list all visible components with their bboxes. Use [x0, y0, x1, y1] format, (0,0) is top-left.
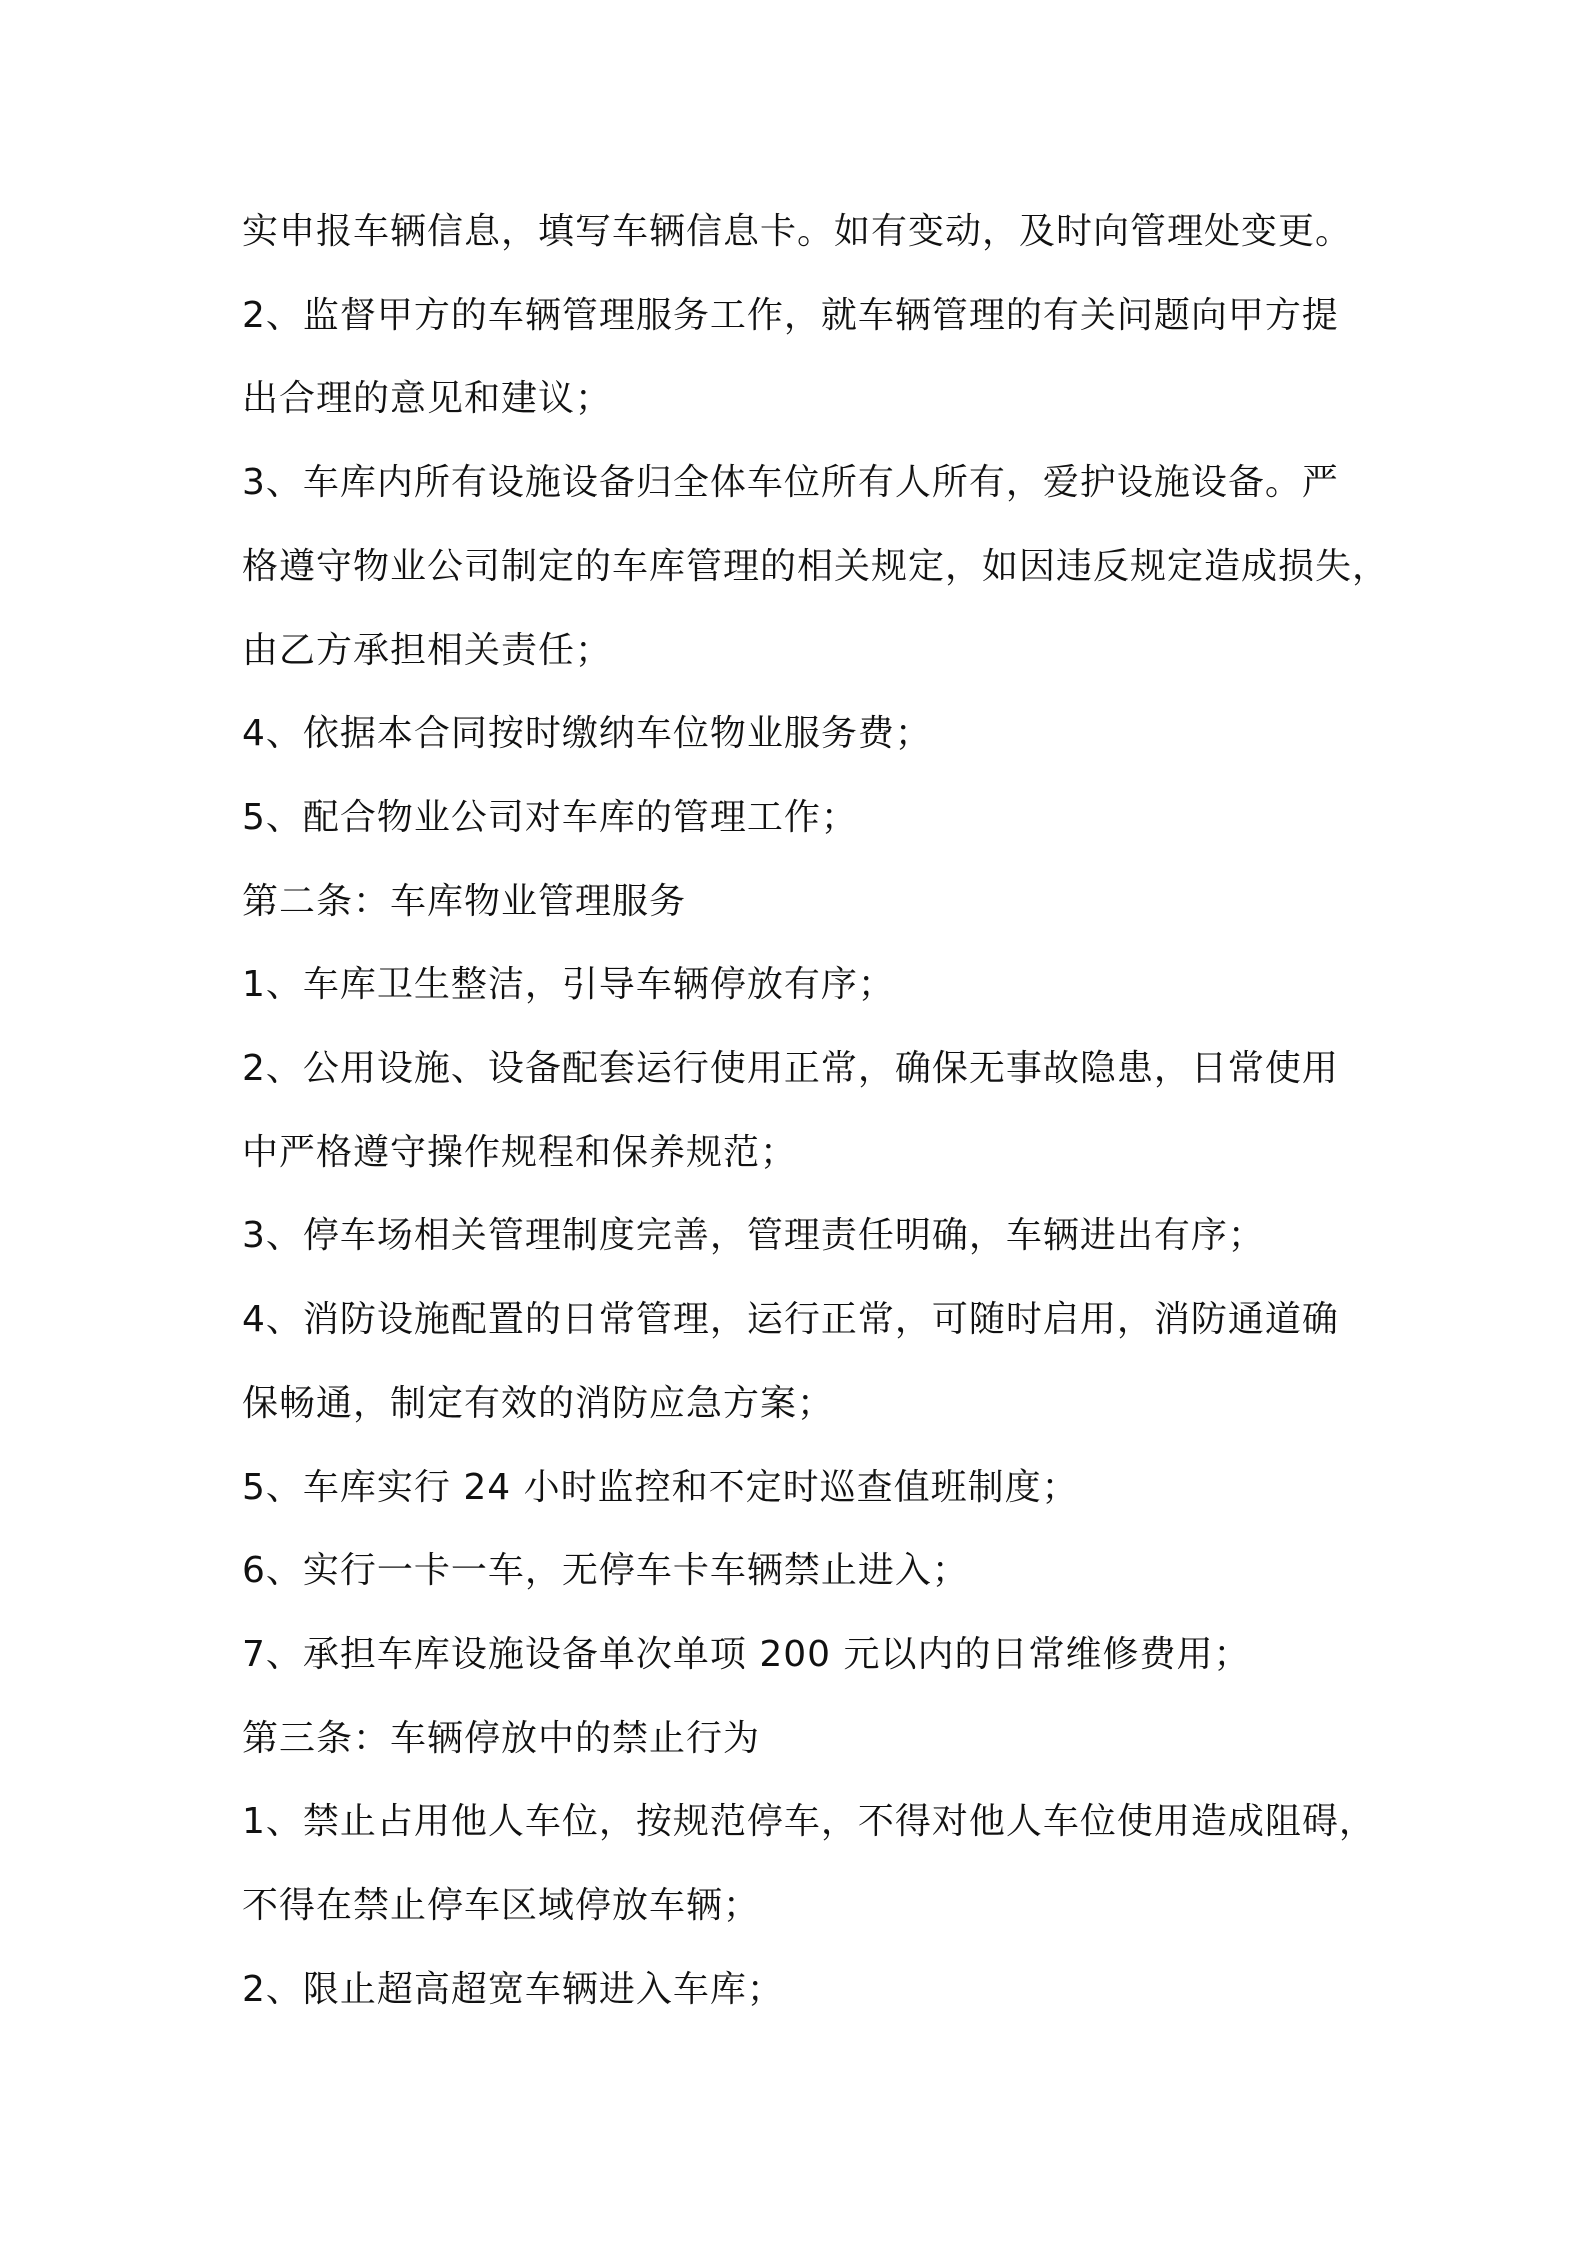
text-line: 格遵守物业公司制定的车库管理的相关规定，如因违反规定造成损失，	[242, 545, 1390, 587]
text-line: 2、监督甲方的车辆管理服务工作，就车辆管理的有关问题向甲方提	[242, 294, 1339, 336]
text-line: 不得在禁止停车区域停放车辆；	[242, 1885, 761, 1927]
text-line: 3、停车场相关管理制度完善，管理责任明确，车辆进出有序；	[242, 1215, 1265, 1257]
text-line: 3、车库内所有设施设备归全体车位所有人所有，爱护设施设备。严	[242, 462, 1339, 504]
text-line: 7、承担车库设施设备单次单项 200 元以内的日常维修费用；	[242, 1633, 1251, 1675]
text-line: 保畅通，制定有效的消防应急方案；	[242, 1382, 835, 1424]
text-line: 出合理的意见和建议；	[242, 378, 613, 420]
text-line: 由乙方承担相关责任；	[242, 629, 613, 671]
text-line: 实申报车辆信息，填写车辆信息卡。如有变动，及时向管理处变更。	[242, 211, 1353, 252]
text-line: 4、依据本合同按时缴纳车位物业服务费；	[242, 713, 932, 755]
text-line: 5、车库实行 24 小时监控和不定时巡查值班制度；	[242, 1466, 1079, 1508]
text-line: 2、限止超高超宽车辆进入车库；	[242, 1968, 784, 2010]
text-line: 1、车库卫生整洁，引导车辆停放有序；	[242, 964, 895, 1006]
text-line: 4、消防设施配置的日常管理，运行正常，可随时启用，消防通道确	[242, 1299, 1339, 1341]
text-line: 5、配合物业公司对车库的管理工作；	[242, 796, 858, 838]
text-line: 中严格遵守操作规程和保养规范；	[242, 1131, 798, 1173]
section-heading: 第二条：车库物业管理服务	[242, 880, 687, 922]
text-line: 2、公用设施、设备配套运行使用正常，确保无事故隐患，日常使用	[242, 1048, 1339, 1090]
text-line: 1、禁止占用他人车位，按规范停车，不得对他人车位使用造成阻碍，	[242, 1801, 1376, 1843]
text-line: 6、实行一卡一车，无停车卡车辆禁止进入；	[242, 1550, 969, 1592]
section-heading: 第三条：车辆停放中的禁止行为	[242, 1717, 761, 1759]
contract-body-text	[242, 190, 1390, 2031]
